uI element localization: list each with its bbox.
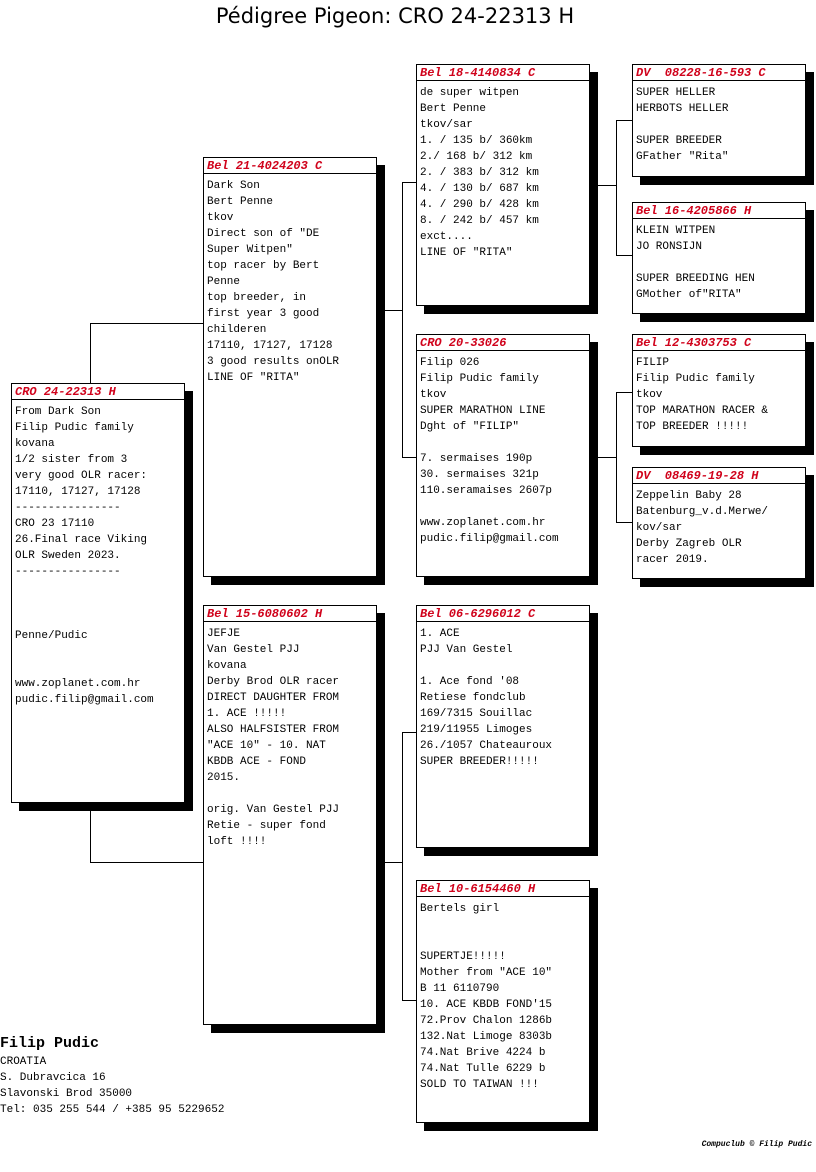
pigeon-notes: Dark Son Bert Penne tkov Direct son of "DE Super Witpen" top racer by Bert Penne top breeder, in first year 3 good childeren 17110, 17127, 17128 3 good results onOLR LINE OF "RITA" — [207, 180, 340, 384]
ring-number: CRO 20-33026 — [420, 336, 507, 350]
connector — [402, 182, 403, 457]
pigeon-card-dam — [203, 605, 377, 1025]
owner-city: Slavonski Brod 35000 — [0, 1088, 133, 1100]
connector — [90, 323, 204, 324]
pigeon-notes: 1. ACE PJJ Van Gestel 1. Ace fond '08 Retiese fondclub 169/7315 Souillac 219/11955 Limoges 26./1057 Chateauroux SUPER BREEDER!!!!! — [420, 628, 553, 768]
pigeon-notes: FILIP Filip Pudic family tkov TOP MARATHON RACER & TOP BREEDER !!!!! — [636, 357, 769, 433]
pigeon-card-ss-sire — [632, 64, 806, 177]
connector — [402, 1000, 417, 1001]
connector — [598, 185, 616, 186]
pigeon-card-ss-dam — [632, 202, 806, 314]
pigeon-notes: JEFJE Van Gestel PJJ kovana Derby Brod OLR racer DIRECT DAUGHTER FROM 1. ACE !!!!! ALSO HALFSISTER FROM "ACE 10" - 10. NAT KBDB ACE - FOND 2015. orig. Van Gestel PJJ Retie - super fond loft !!!! — [207, 628, 340, 848]
pigeon-notes: Filip 026 Filip Pudic family tkov SUPER MARATHON LINE Dght of "FILIP" 7. sermaises 190p 30. sermaises 321p 110.seramaises 2607p www.zoplanet.com.hr pudic.filip@gmail.com — [420, 357, 559, 545]
pigeon-notes: de super witpen Bert Penne tkov/sar 1. / 135 b/ 360km 2./ 168 b/ 312 km 2. / 383 b/ 312 km 4. / 130 b/ 687 km 4. / 290 b/ 428 km 8. / 242 b/ 457 km exct.... LINE OF "RITA" — [420, 87, 539, 259]
connector — [616, 120, 632, 121]
pigeon-notes: Zeppelin Baby 28 Batenburg_v.d.Merwe/ kov/sar Derby Zagreb OLR racer 2019. — [636, 490, 769, 566]
pigeon-card-subject — [11, 383, 185, 803]
pigeon-notes: KLEIN WITPEN JO RONSIJN SUPER BREEDING HEN GMother of"RITA" — [636, 225, 755, 301]
owner-street: S. Dubravcica 16 — [0, 1072, 106, 1084]
connector — [616, 255, 632, 256]
owner-phone: Tel: 035 255 544 / +385 95 5229652 — [0, 1104, 225, 1116]
pigeon-card-dam-sire — [416, 605, 590, 848]
connector — [598, 457, 616, 458]
page-title: Pédigree Pigeon: CRO 24-22313 H — [215, 4, 575, 28]
connector — [616, 392, 632, 393]
pigeon-notes: Bertels girl SUPERTJE!!!!! Mother from "ACE 10" B 11 6110790 10. ACE KBDB FOND'15 72.Prov Chalon 1286b 132.Nat Limoge 8303b 74.Nat Brive 4224 b 74.Nat Tulle 6229 b SOLD TO TAIWAN !!! — [420, 903, 553, 1091]
connector — [402, 732, 417, 733]
ring-number: Bel 18-4140834 C — [420, 66, 536, 80]
ring-number: Bel 06-6296012 C — [420, 607, 536, 621]
connector — [616, 120, 617, 255]
connector — [384, 310, 402, 311]
pigeon-card-sire — [203, 157, 377, 577]
connector — [90, 810, 91, 863]
connector — [402, 182, 417, 183]
connector — [384, 862, 402, 863]
ring-number: Bel 15-6080602 H — [207, 607, 323, 621]
ring-number: CRO 24-22313 H — [15, 385, 116, 399]
ring-number: Bel 10-6154460 H — [420, 882, 536, 896]
owner-name: Filip Pudic — [0, 1035, 100, 1052]
pigeon-card-sd-sire — [632, 334, 806, 447]
owner-info — [0, 1034, 224, 1118]
ring-number: DV 08469-19-28 H — [636, 469, 759, 483]
connector — [616, 392, 617, 522]
pigeon-card-sire-dam — [416, 334, 590, 577]
ring-number: Bel 12-4303753 C — [636, 336, 752, 350]
ring-number: DV 08228-16-593 C — [636, 66, 766, 80]
pigeon-notes: SUPER HELLER HERBOTS HELLER SUPER BREEDER GFather "Rita" — [636, 87, 729, 163]
pigeon-card-sire-sire — [416, 64, 590, 306]
pigeon-card-sd-dam — [632, 467, 806, 579]
connector — [402, 457, 417, 458]
pigeon-notes: From Dark Son Filip Pudic family kovana 1/2 sister from 3 very good OLR racer: 17110, 17127, 17128 ---------------- CRO 23 17110 26.Final race Viking OLR Sweden 2023. ---------------- Penne/Pudic www.zoplanet.com.hr pudic.filip@gmail.com — [15, 406, 154, 706]
connector — [90, 862, 204, 863]
footer-credit: Compuclub © Filip Pudic — [701, 1140, 812, 1149]
ring-number: Bel 21-4024203 C — [207, 159, 323, 173]
connector — [90, 323, 91, 383]
connector — [402, 732, 403, 1000]
ring-number: Bel 16-4205866 H — [636, 204, 752, 218]
pigeon-card-dam-dam — [416, 880, 590, 1123]
owner-country: CROATIA — [0, 1056, 47, 1068]
connector — [616, 522, 632, 523]
